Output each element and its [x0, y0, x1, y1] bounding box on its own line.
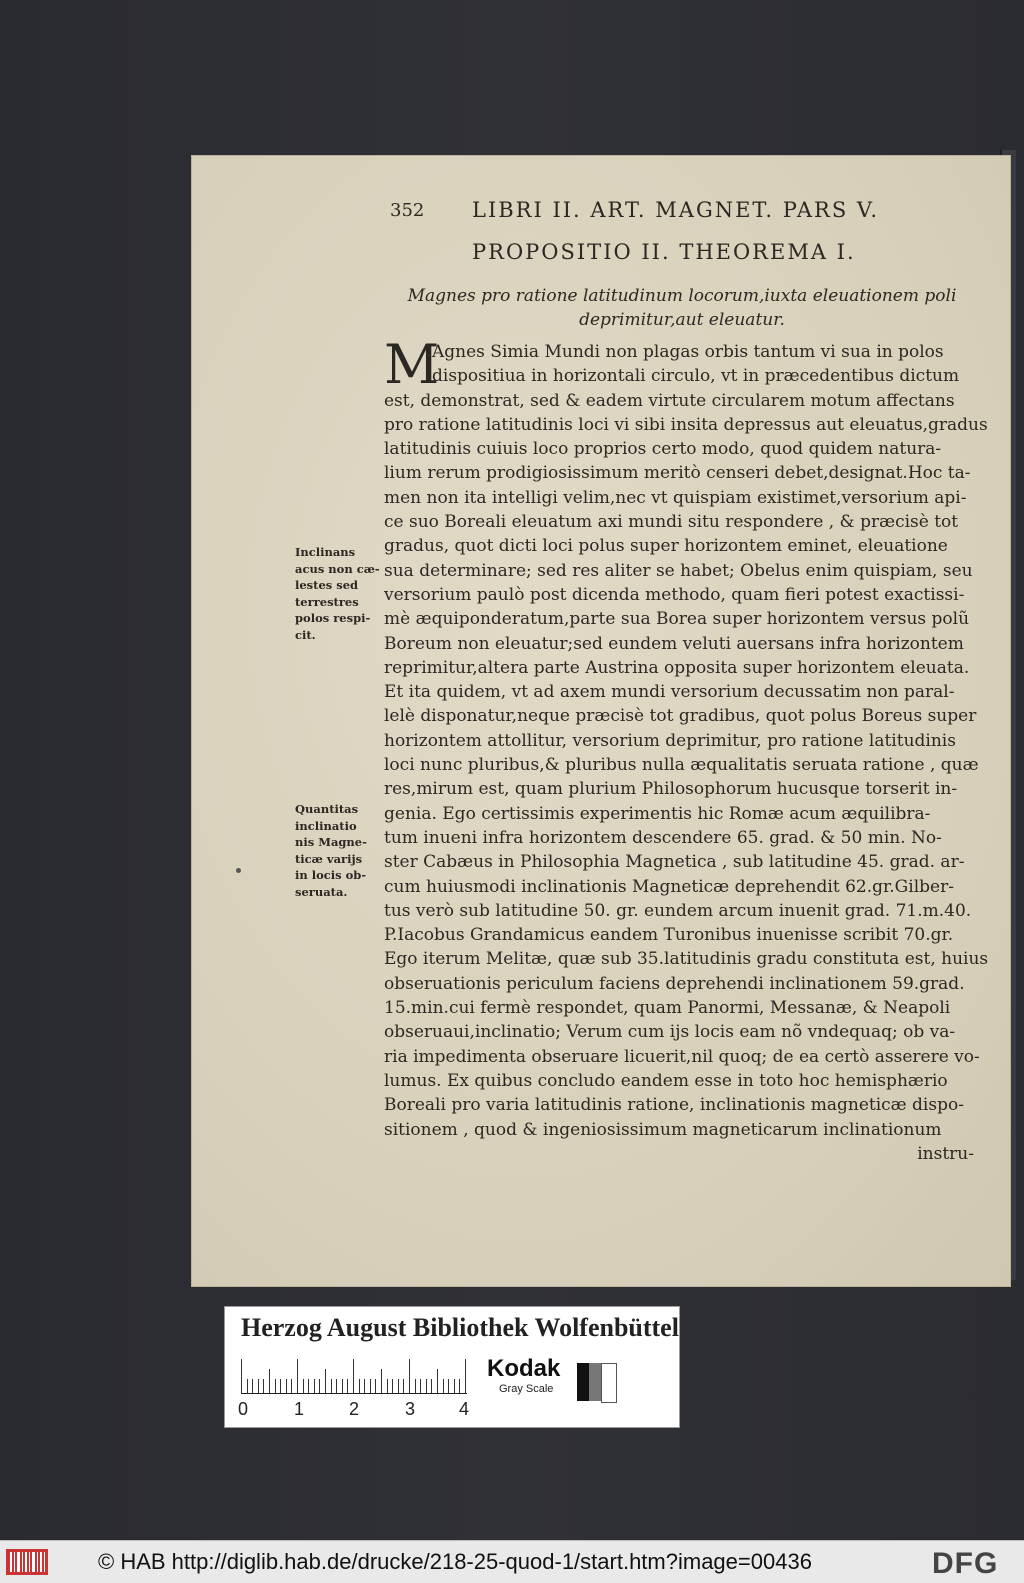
body-line: lium rerum prodigiosissimum meritò censeri debet,designat.Hoc ta-: [384, 463, 971, 484]
ruler-tick: [431, 1379, 432, 1393]
barcode-icon: [6, 1549, 48, 1575]
running-head: [390, 198, 950, 228]
ruler-tick: [258, 1379, 259, 1393]
ruler-tick: [252, 1379, 253, 1393]
marginal-line: seruata.: [295, 884, 348, 899]
body-line: tum inueni infra horizontem descendere 65. grad. & 50 min. No-: [384, 827, 942, 848]
ruler-tick: [286, 1379, 287, 1393]
ruler-tick: [420, 1379, 421, 1393]
marginal-line: cit.: [295, 627, 316, 642]
ruler-tick: [347, 1379, 348, 1393]
color-calibration-card: [224, 1306, 680, 1428]
ruler-tick: [403, 1379, 404, 1393]
ruler-tick: [387, 1379, 388, 1393]
ruler-tick: [443, 1379, 444, 1393]
ruler-tick: [364, 1379, 365, 1393]
body-line: dispositiua in horizontali circulo, vt in præcedentibus dictum: [432, 366, 960, 387]
ruler-tick: [353, 1359, 354, 1393]
drop-cap: M: [384, 333, 440, 396]
ruler-tick: [465, 1359, 466, 1393]
marginal-line: Quantitas: [295, 802, 359, 816]
ruler-tick: [331, 1379, 332, 1393]
marginal-line: ticæ varijs: [295, 851, 363, 866]
ruler-tick: [370, 1379, 371, 1393]
ruler-tick: [381, 1369, 382, 1393]
marginal-line: inclinatio: [295, 818, 357, 833]
source-url[interactable]: © HAB http://diglib.hab.de/drucke/218-25-quod-1/start.htm?image=00436: [98, 1549, 812, 1574]
ruler-label: 0: [238, 1399, 249, 1419]
gray-patch-mid: [589, 1363, 601, 1401]
body-line: mè æquiponderatum,parte sua Borea super horizontem versus polũ: [384, 609, 970, 630]
gray-patch-white: [601, 1363, 617, 1403]
ruler-tick: [342, 1379, 343, 1393]
body-line: men non ita intelligi velim,nec vt quispiam existimet,versorium api-: [384, 487, 967, 508]
cm-ruler: [241, 1359, 467, 1394]
ruler-tick: [448, 1379, 449, 1393]
body-line: reprimitur,altera parte Austrina opposita super horizontem eleuata.: [384, 657, 970, 678]
body-line: Et ita quidem, vt ad axem mundi versorium decussatim non paral-: [384, 682, 955, 703]
ruler-tick: [398, 1379, 399, 1393]
page-number: 352: [390, 200, 425, 221]
ruler-tick: [459, 1379, 460, 1393]
marginal-note: [295, 544, 380, 643]
viewer-footer: [0, 1540, 1024, 1583]
body-line: P.Iacobus Grandamicus eandem Turonibus inuenisse scribit 70.gr.: [384, 925, 954, 946]
body-line: versorium paulò post dicenda methodo, quam fieri potest exactissi-: [384, 584, 965, 605]
ruler-tick: [319, 1379, 320, 1393]
book-page: [192, 156, 1010, 1286]
body-line: ster Cabæus in Philosophia Magnetica , sub latitudine 45. grad. ar-: [384, 852, 965, 873]
body-line: lelè disponatur,neque præcisè tot gradibus, quot polus Boreus super: [384, 706, 977, 727]
dfg-logo: DFG: [932, 1547, 999, 1580]
ruler-tick: [426, 1379, 427, 1393]
marginal-line: polos respi-: [295, 611, 371, 625]
ruler-tick: [375, 1379, 376, 1393]
body-line: loci nunc pluribus,& pluribus nulla æqualitatis seruata ratione , quæ: [384, 755, 979, 776]
marginal-line: Inclinans: [295, 545, 356, 559]
body-line: 15.min.cui fermè respondet, quam Panormi, Messanæ, & Neapoli: [384, 998, 951, 1019]
ruler-tick: [303, 1379, 304, 1393]
body-line: pro ratione latitudinis loci vi sibi insita depressus aut eleuatus,gradus: [384, 414, 988, 435]
ruler-tick: [308, 1379, 309, 1393]
ruler-tick: [269, 1369, 270, 1393]
ruler-tick: [336, 1379, 337, 1393]
marginal-line: in locis ob-: [295, 868, 367, 882]
body-line: horizontem attollitur, versorium deprimitur, pro ratione latitudinis: [384, 730, 956, 751]
body-line: sua determinare; sed res aliter se habet; Obelus enim quispiam, seu: [384, 560, 973, 581]
marginal-line: terrestres: [295, 594, 359, 609]
ruler-tick: [297, 1359, 298, 1393]
ruler-tick: [415, 1379, 416, 1393]
ruler-label: 3: [405, 1399, 416, 1419]
body-line: Ego iterum Melitæ, quæ sub 35.latitudinis gradu constituta est, huius: [384, 949, 989, 970]
ruler-tick: [409, 1359, 410, 1393]
gray-scale-label: Gray Scale: [499, 1383, 554, 1395]
marginal-note: [295, 801, 375, 900]
ruler-tick: [325, 1369, 326, 1393]
body-line: cum huiusmodi inclinationis Magneticæ deprehendit 62.gr.Gilber-: [384, 876, 954, 897]
ruler-label: 2: [349, 1399, 360, 1419]
body-line: obseruaui,inclinatio; Verum cum ijs locis eam nõ vndequaq; ob va-: [384, 1022, 956, 1043]
ruler-tick: [437, 1369, 438, 1393]
body-line: lumus. Ex quibus concludo eandem esse in toto hoc hemisphærio: [384, 1070, 948, 1091]
body-line: ria impedimenta obseruare licuerit,nil quoq; de ea certò asserere vo-: [384, 1046, 980, 1067]
body-line: obseruationis periculum faciens deprehendi inclinationem 59.grad.: [384, 973, 965, 994]
marginal-line: nis Magne-: [295, 835, 367, 849]
marginal-line: acus non cæ-: [295, 561, 380, 576]
ruler-tick: [241, 1359, 242, 1393]
ruler-tick: [247, 1379, 248, 1393]
italic-lead: [392, 284, 972, 332]
body-line: est, demonstrat, sed & eadem virtute circularem motum affectans: [384, 390, 955, 411]
body-line: Boreum non eleuatur;sed eundem veluti auersans infra horizontem: [384, 633, 964, 654]
ruler-tick: [392, 1379, 393, 1393]
body-line: sitionem , quod & ingeniosissimum magneticarum inclinationum: [384, 1119, 942, 1140]
ruler-tick: [454, 1379, 455, 1393]
body-line: Boreali pro varia latitudinis ratione, inclinationis magneticæ dispo-: [384, 1095, 964, 1116]
body-line: latitudinis cuiuis loco proprios certo modo, quod quidem natura-: [384, 439, 942, 460]
ruler-tick: [263, 1379, 264, 1393]
body-line: instru-: [917, 1143, 974, 1164]
body-text: [384, 333, 989, 1166]
body-line: tus verò sub latitudine 50. gr. eundem arcum inuenit grad. 71.m.40.: [384, 900, 972, 921]
running-title: LIBRI II. ART. MAGNET. PARS V.: [472, 198, 880, 222]
ruler-tick: [314, 1379, 315, 1393]
italic-lead-line: Magnes pro ratione latitudinum locorum,iuxta eleuationem poli: [407, 286, 957, 306]
marginal-line: lestes sed: [295, 578, 359, 592]
body-line: res,mirum est, quam plurium Philosophorum hucusque torserit in-: [384, 779, 958, 800]
proposition-title: PROPOSITIO II. THEOREMA I.: [472, 240, 856, 264]
kodak-brand: Kodak: [487, 1355, 561, 1382]
ruler-tick: [275, 1379, 276, 1393]
institution-name: Herzog August Bibliothek Wolfenbüttel: [241, 1313, 679, 1342]
body-line: Agnes Simia Mundi non plagas orbis tantum vi sua in polos: [432, 342, 944, 362]
italic-lead-line: deprimitur,aut eleuatur.: [579, 310, 785, 330]
body-line: genia. Ego certissimis experimentis hic Romæ acum æquilibra-: [384, 803, 931, 824]
ruler-tick: [280, 1379, 281, 1393]
ink-speck: [236, 868, 241, 873]
gray-patch-black: [577, 1363, 589, 1401]
ruler-label: 1: [294, 1399, 305, 1419]
ruler-label: 4: [459, 1399, 470, 1419]
body-line: gradus, quot dicti loci polus super horizontem eminet, eleuatione: [384, 536, 948, 557]
ruler-tick: [359, 1379, 360, 1393]
body-line: ce suo Boreali eleuatum axi mundi situ respondere , & præcisè tot: [384, 512, 959, 533]
ruler-tick: [291, 1379, 292, 1393]
